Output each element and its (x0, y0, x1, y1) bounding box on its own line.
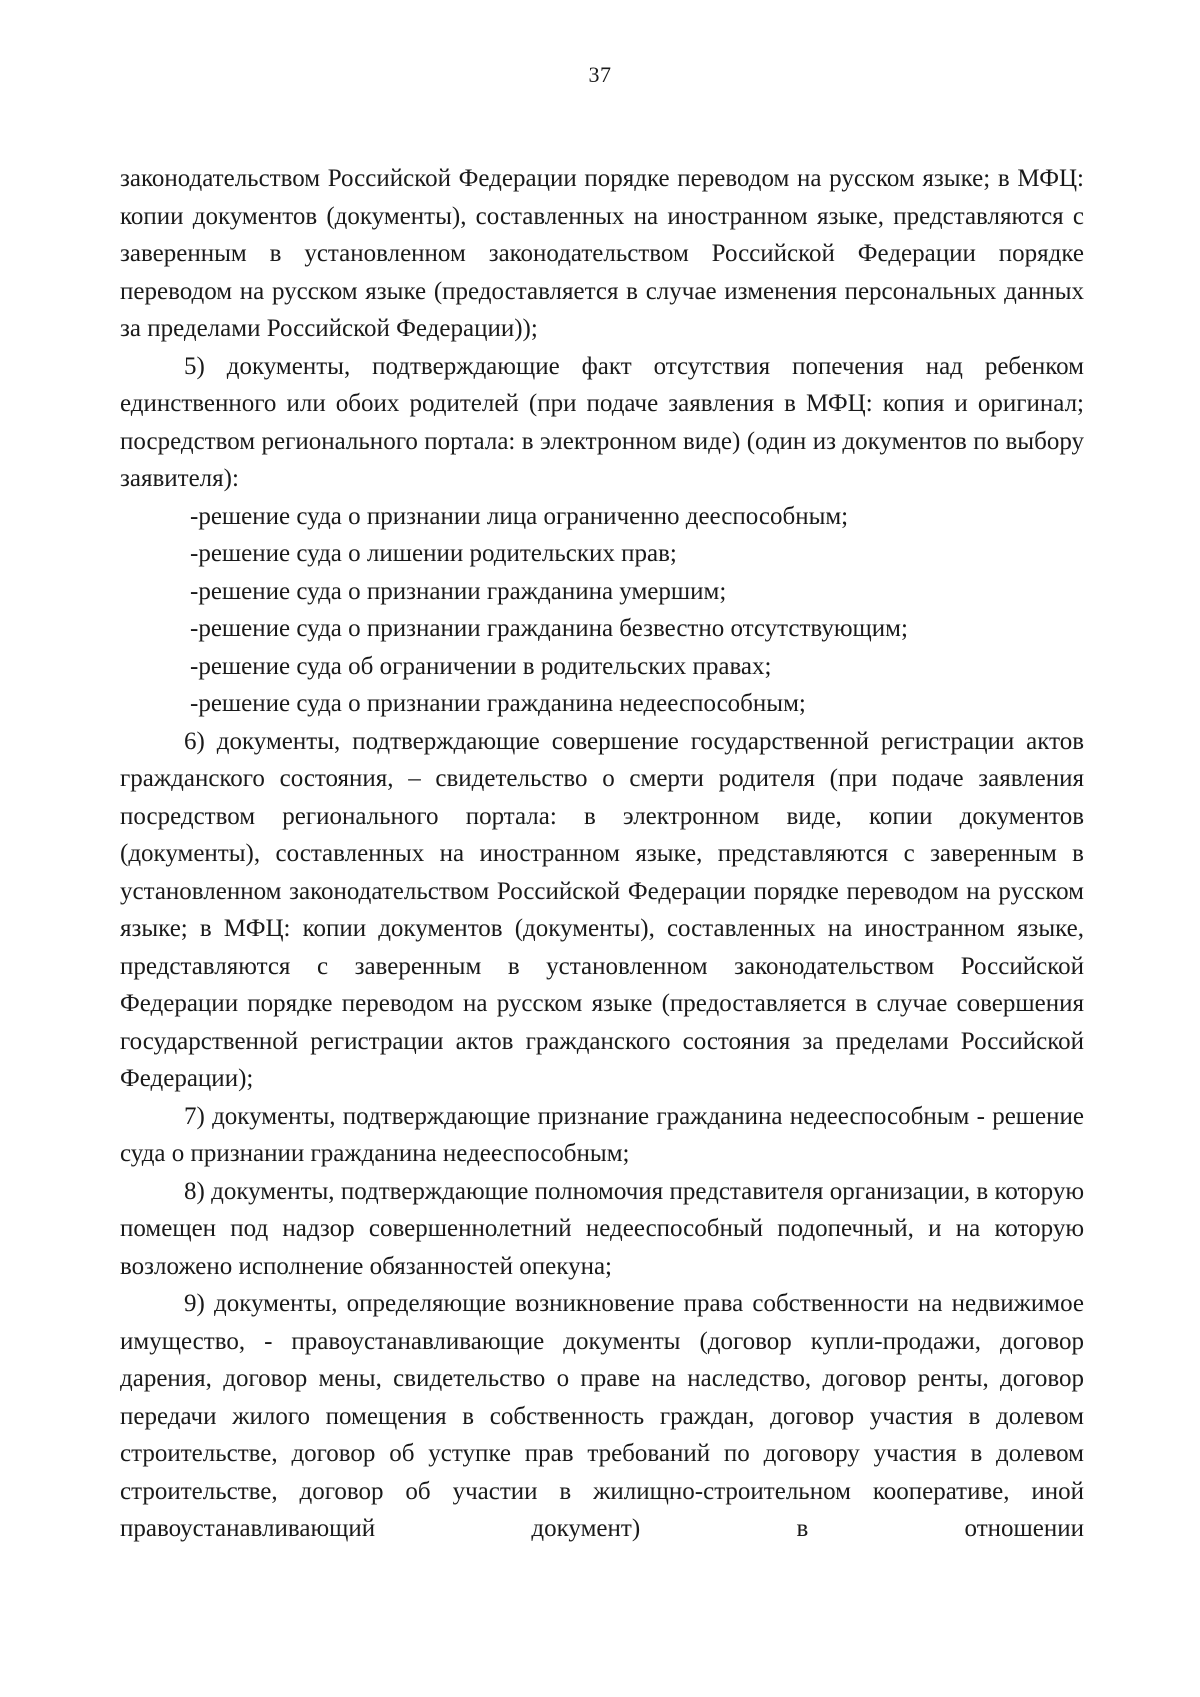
list-item-court-decision-missing: -решение суда о признании гражданина безвестно отсутствующим; (190, 615, 908, 642)
list-item-court-decision-deprivation-of-rights: -решение суда о лишении родительских прав; (190, 540, 677, 567)
list-item-court-decision-limited-capacity: -решение суда о признании лица ограниченно дееспособным; (190, 502, 849, 530)
paragraph-item-6: 6) документы, подтверждающие совершение государственной регистрации актов гражданского состояния, – свидетельство о смерти родителя (при подаче заявления посредством регионального портала: в электронном виде, копии документов (документы), составленных на иностранном языке, представляются с заверенным в установленном законодательством Российской Федерации порядке переводом на русском языке; в МФЦ: копии документов (документы), составленных на иностранном языке, представляются с заверенным в установленном законодательством Российской Федерации порядке переводом на русском языке (предоставляется в случае совершения государственной регистрации актов гражданского состояния за пределами Российской Федерации); (120, 727, 1084, 1092)
list-item-court-decision-deceased: -решение суда о признании гражданина умершим; (190, 577, 727, 605)
page-number: 37 (588, 62, 612, 87)
paragraph-item-9: 9) документы, определяющие возникновение права собственности на недвижимое имущество, - правоустанавливающие документы (договор купли-продажи, договор дарения, договор мены, свидетельство о праве на наследство, договор ренты, договор передачи жилого помещения в собственность граждан, договор участия в долевом строительстве, договор об уступке прав требований по договору участия в долевом строительстве, договор об участии в жилищно-строительном кооперативе, иной правоустанавливающий документ) в отношении (120, 1290, 1084, 1542)
paragraph-continuation: законодательством Российской Федерации порядке переводом на русском языке; в МФЦ: копии документов (документы), составленных на иностранном языке, представляются с заверенным в установленном законодательством Российской Федерации порядке переводом на русском языке (предоставляется в случае изменения персональных данных за пределами Российской Федерации)); (120, 165, 1084, 342)
list-item-court-decision-restriction-of-rights: -решение суда об ограничении в родительских правах; (190, 652, 772, 680)
paragraph-item-8: 8) документы, подтверждающие полномочия представителя организации, в которую помещен под надзор совершеннолетний недееспособный подопечный, и на которую возложено исполнение обязанностей опекуна; (120, 1177, 1084, 1280)
document-body (120, 160, 1084, 1548)
paragraph-item-7: 7) документы, подтверждающие признание гражданина недееспособным - решение суда о признании гражданина недееспособным; (120, 1102, 1084, 1167)
paragraph-item-5: 5) документы, подтверждающие факт отсутствия попечения над ребенком единственного или обоих родителей (при подаче заявления в МФЦ: копия и оригинал; посредством регионального портала: в электронном виде) (один из документов по выбору заявителя): (120, 352, 1084, 492)
list-item-court-decision-incapable: -решение суда о признании гражданина недееспособным; (190, 690, 806, 717)
